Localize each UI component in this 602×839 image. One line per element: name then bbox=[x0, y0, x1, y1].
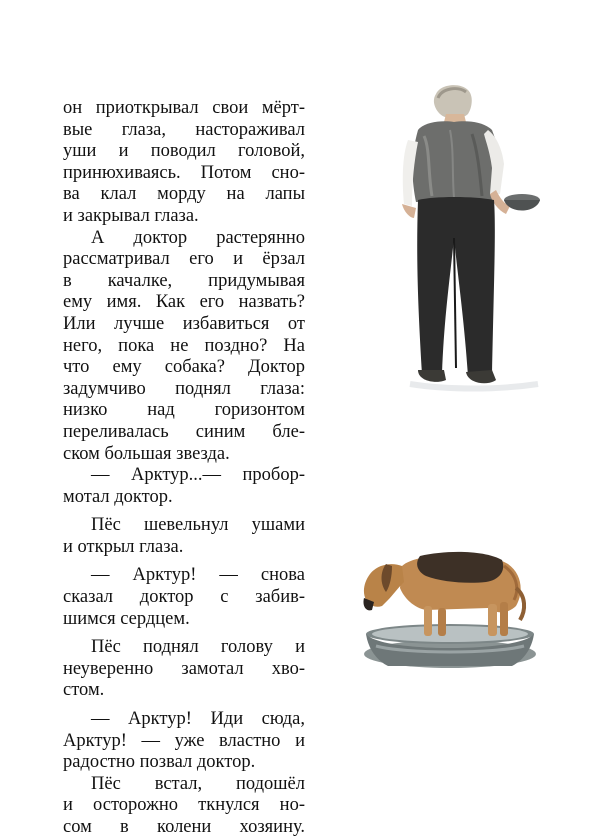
text-line: что ему собака? Доктор bbox=[63, 357, 305, 378]
text-line: переливалась синим бле- bbox=[63, 421, 305, 442]
text-line: А доктор растерянно bbox=[91, 227, 305, 248]
text-line: шимся сердцем. bbox=[63, 608, 190, 629]
text-line: в качалке, придумывая bbox=[63, 270, 305, 291]
story-text bbox=[63, 98, 305, 839]
text-line: Или лучше избавиться от bbox=[63, 313, 305, 334]
text-line: ва клал морду на лапы bbox=[63, 184, 305, 205]
text-line: низко над горизонтом bbox=[63, 400, 305, 421]
text-line: рассматривал его и ёрзал bbox=[63, 249, 305, 270]
text-line: — Арктур! Иди сюда, bbox=[91, 709, 305, 730]
text-line: Пёс поднял голову и bbox=[91, 637, 305, 658]
man-with-bowl-illustration bbox=[388, 78, 558, 398]
text-line: уши и поводил головой, bbox=[63, 141, 305, 162]
text-line: Пёс встал, подошёл bbox=[91, 773, 305, 794]
text-line: — Арктур! — снова bbox=[91, 565, 305, 586]
text-line: принюхиваясь. Потом сно- bbox=[63, 162, 305, 183]
text-line: Арктур! — уже властно и bbox=[63, 730, 305, 751]
text-line: мотал доктор. bbox=[63, 486, 173, 507]
text-line: и закрывал глаза. bbox=[63, 205, 199, 226]
text-line: и осторожно ткнулся но- bbox=[63, 795, 305, 816]
text-line: стом. bbox=[63, 680, 105, 701]
text-line: вые глаза, настораживал bbox=[63, 119, 305, 140]
text-line: Пёс шевельнул ушами bbox=[91, 515, 305, 536]
text-line: радостно позвал доктор. bbox=[63, 752, 256, 773]
text-line: и открыл глаза. bbox=[63, 536, 184, 557]
text-line: сом в колени хозяину. bbox=[63, 817, 305, 837]
text-line: он приоткрывал свои мёрт- bbox=[63, 98, 305, 118]
text-line: него, пока не поздно? На bbox=[63, 335, 305, 356]
text-line: — Арктур...— пробор- bbox=[91, 465, 305, 486]
text-line: ском большая звезда. bbox=[63, 443, 230, 464]
text-line: задумчиво поднял глаза: bbox=[63, 378, 305, 399]
text-line: сказал доктор с забив- bbox=[63, 587, 305, 608]
text-line: неуверенно замотал хво- bbox=[63, 658, 305, 679]
dog-in-basin-illustration bbox=[356, 548, 542, 674]
text-line: ему имя. Как его назвать? bbox=[63, 292, 305, 313]
